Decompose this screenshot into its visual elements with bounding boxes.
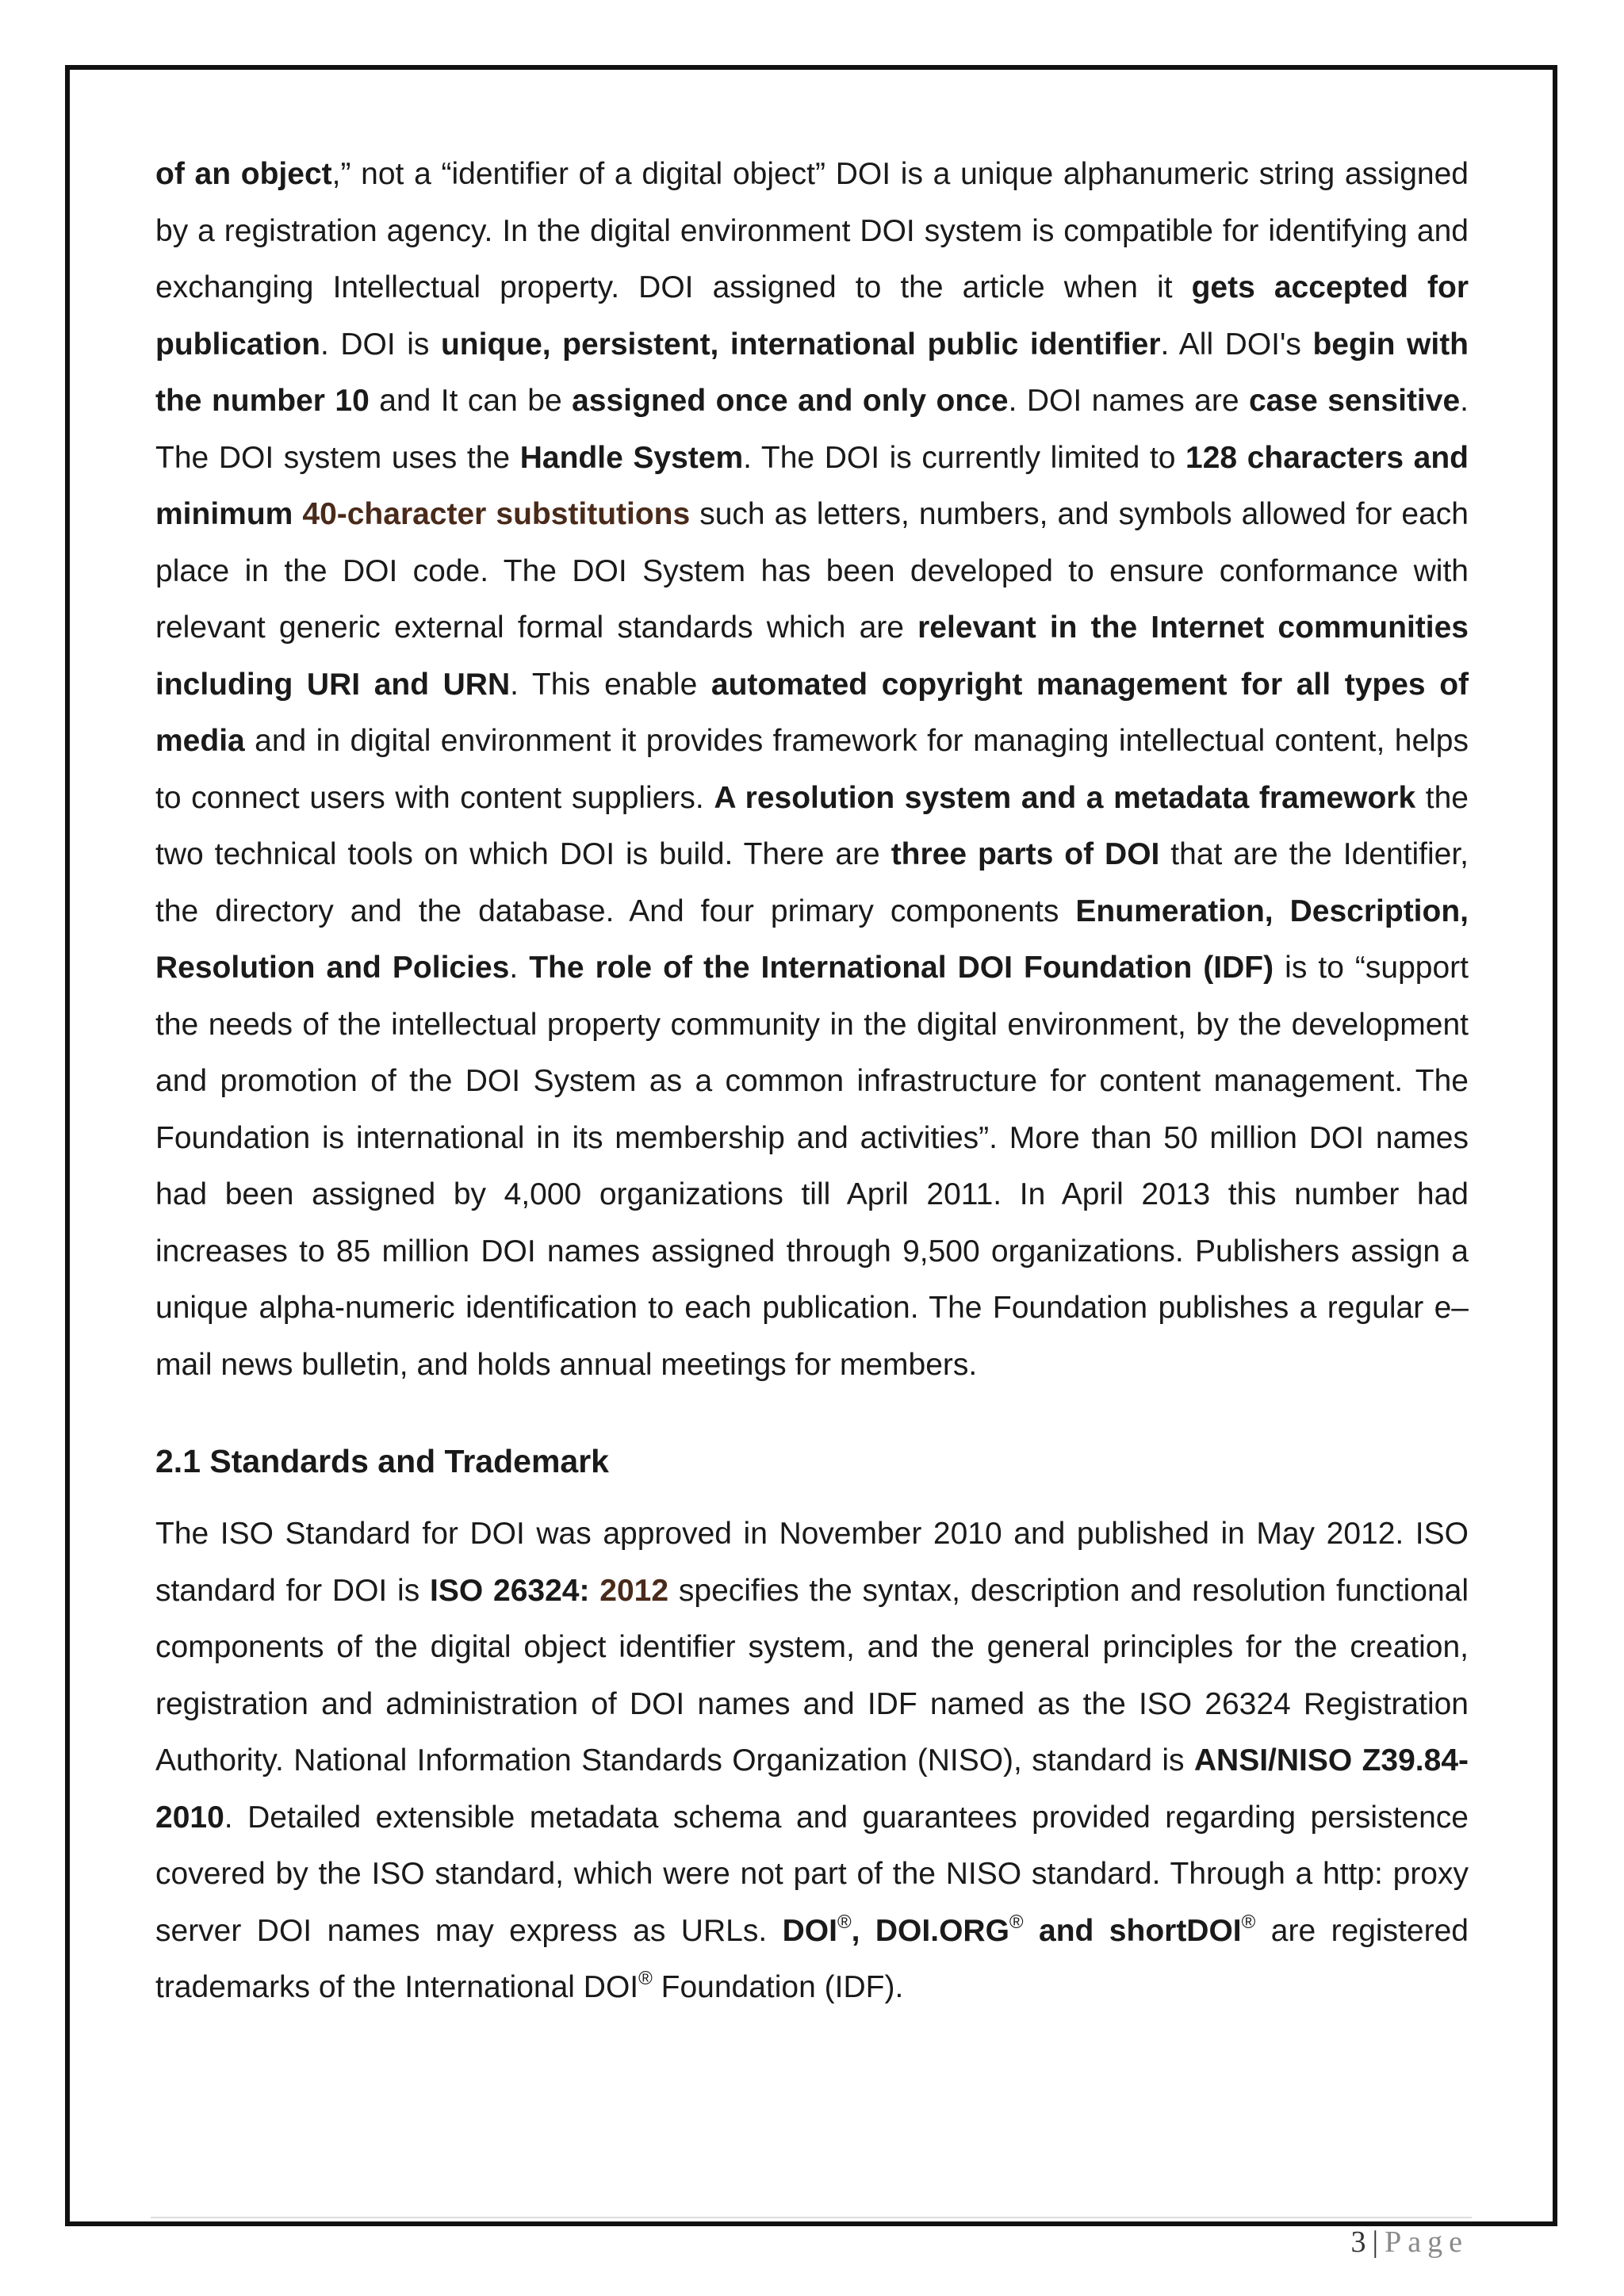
body-text: . [509, 951, 530, 985]
bold-text: three parts of DOI [891, 837, 1160, 871]
bold-text: A resolution system and a metadata framework [714, 780, 1416, 815]
body-text: such as letters, numbers, and symbols allowed for each place in the DOI code. The DOI System has been developed to ensure conformance with relevant generic external formal standards which are [155, 497, 1469, 645]
document-body [155, 146, 1469, 2016]
bold-text: of an object [155, 157, 332, 191]
bold-text: assigned once and only once [572, 384, 1009, 418]
highlighted-bold-text: 40-character substitutions [302, 497, 691, 531]
registered-mark: ® [638, 1968, 653, 1989]
registered-mark: ® [1009, 1911, 1024, 1933]
bold-text: Enumeration, Description, Resolution and Policies [155, 894, 1469, 985]
body-text: . The DOI system uses the [155, 384, 1469, 475]
bold-text: , DOI.ORG [851, 1913, 1009, 1948]
bold-text: 128 characters and minimum [155, 440, 1469, 531]
highlighted-bold-text: 2012 [599, 1573, 669, 1608]
bold-text: case sensitive [1249, 384, 1461, 418]
paragraph-standards-trademark [155, 1506, 1469, 2016]
body-text: . DOI names are [1008, 384, 1249, 418]
bold-text: automated copyright management for all types of media [155, 667, 1469, 758]
section-heading: 2.1 Standards and Trademark [155, 1443, 609, 1479]
paragraph-doi-overview [155, 146, 1469, 1393]
registered-mark: ® [837, 1911, 852, 1933]
body-text: . The DOI is currently limited to [743, 440, 1186, 475]
registered-mark: ® [1241, 1911, 1256, 1933]
page-number: 3 [1350, 2225, 1368, 2259]
body-text: ,” not a “identifier of a digital object” DOI is a unique alphanumeric string assigned by a registration agency. In the digital environment DOI system is compatible for identifying and exchanging Intellectual property. DOI assigned to the article when it [155, 157, 1469, 304]
body-text: is to “support the needs of the intellectual property community in the digital environment, by the development and promotion of the DOI System as a common infrastructure for content management. The Foundation is international in its membership and activities”. More than 50 million DOI names had been assigned by 4,000 organizations till April 2011. In April 2013 this number had increases to 85 million DOI names assigned through 9,500 organizations. Publishers assign a unique alpha-numeric identification to each publication. The Foundation publishes a regular e–mail news bulletin, and holds annual meetings for members. [155, 951, 1469, 1382]
body-text: and in digital environment it provides framework for managing intellectual content, helps to connect users with content suppliers. [155, 724, 1469, 815]
page-label: Page [1385, 2225, 1469, 2259]
body-text: The ISO Standard for DOI was approved in November 2010 and published in May 2012. ISO standard for DOI is [155, 1517, 1469, 1608]
bold-text: relevant in the Internet communities including URI and URN [155, 610, 1469, 702]
footer-divider [151, 2217, 1472, 2218]
body-text: Foundation (IDF). [652, 1970, 904, 2004]
bold-text: The role of the International DOI Foundation (IDF) [529, 951, 1274, 985]
body-text: that are the Identifier, the directory and the database. And four primary components [155, 837, 1469, 928]
body-text: . All DOI's [1160, 327, 1313, 362]
bold-text: ISO 26324: [430, 1573, 600, 1608]
bold-text: gets accepted for publication [155, 270, 1469, 362]
body-text: the two technical tools on which DOI is build. There are [155, 780, 1469, 871]
bold-text: Handle System [519, 440, 744, 475]
bold-text: unique, persistent, international public identifier [440, 327, 1161, 362]
bold-text: ANSI/NISO Z39.84-2010 [155, 1743, 1469, 1835]
page-separator: | [1372, 2225, 1381, 2259]
body-text: are registered trademarks of the International DOI [155, 1913, 1469, 2004]
body-text: . Detailed extensible metadata schema and guarantees provided regarding persistence covered by the ISO standard, which were not part of the NISO standard. Through a http: proxy server DOI names may express as URLs. [155, 1800, 1469, 1948]
body-text: . DOI is [320, 327, 441, 362]
page-footer [1351, 2225, 1469, 2260]
bold-text: and shortDOI [1023, 1913, 1242, 1948]
body-text: specifies the syntax, description and resolution functional components of the digital object identifier system, and the general principles for the creation, registration and administration of DOI names and IDF named as the ISO 26324 Registration Authority. National Information Standards Organization (NISO), standard is [155, 1573, 1469, 1777]
body-text: and It can be [369, 384, 573, 418]
bold-text: begin with the number 10 [155, 327, 1469, 418]
bold-text: DOI [782, 1913, 837, 1948]
body-text: . This enable [510, 667, 711, 702]
